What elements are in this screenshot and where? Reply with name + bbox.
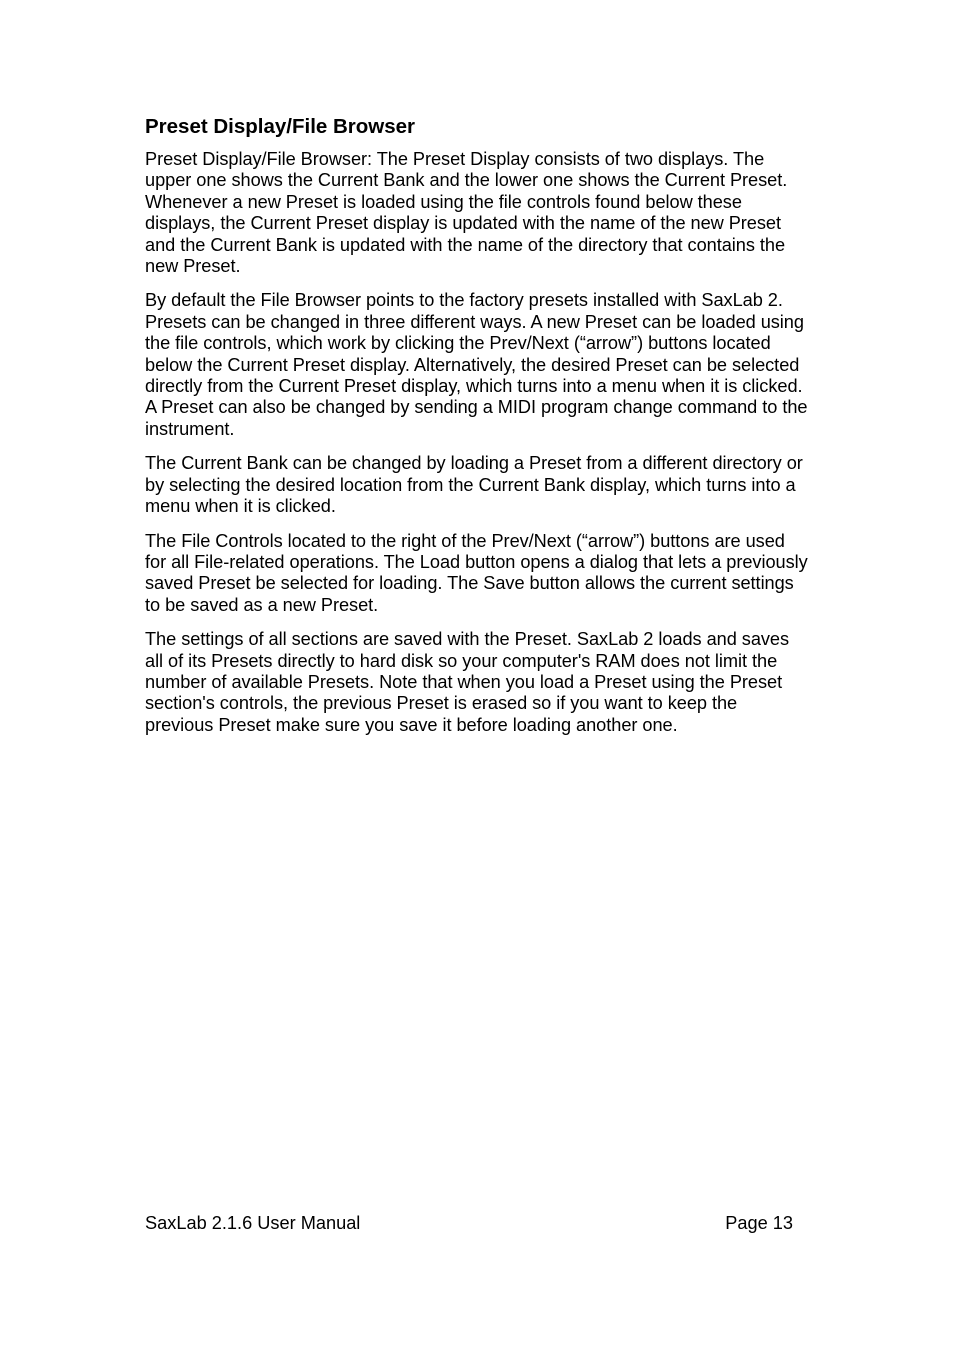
footer-page-number: Page 13 bbox=[725, 1213, 793, 1233]
paragraph-preset-display: Preset Display/File Browser: The Preset Display consists of two displays. The upper one shows the Current Bank and the lower one shows the Current Preset. Whenever a new Preset is loaded using the file controls found below these displays, the Current Preset display is updated with the name of the new Preset and the Current Bank is updated with the name of the directory that contains the new Preset. bbox=[145, 149, 788, 277]
paragraph-file-controls: The File Controls located to the right of the Prev/Next (“arrow”) buttons are used for all File-related operations. The Load button opens a dialog that lets a previously saved Preset be selected for loading. The Save button allows the current settings to be saved as a new Preset. bbox=[145, 530, 808, 615]
footer-document-title: SaxLab 2.1.6 User Manual bbox=[145, 1213, 361, 1233]
main-content bbox=[145, 112, 809, 749]
paragraph-file-browser: By default the File Browser points to the factory presets installed with SaxLab 2. Presets can be changed in three different ways. A new Preset can be loaded using the file controls, which work by clicking the Prev/Next (“arrow”) buttons located below the Current Preset display. Alternatively, the desired Preset can be selected directly from the Current Preset display, which turns into a menu when it is clicked. A Preset can also be changed by sending a MIDI program change command to the instrument. bbox=[145, 290, 808, 439]
paragraph-settings-saved: The settings of all sections are saved with the Preset. SaxLab 2 loads and saves all of its Presets directly to hard disk so your computer's RAM does not limit the number of available Presets. Note that when you load a Preset using the Preset section's controls, the previous Preset is erased so if you want to keep the previous Preset make sure you save it before loading another one. bbox=[145, 629, 790, 735]
section-heading: Preset Display/File Browser bbox=[145, 115, 416, 138]
paragraph-current-bank: The Current Bank can be changed by loading a Preset from a different directory or by selecting the desired location from the Current Bank display, which turns into a menu when it is clicked. bbox=[145, 453, 803, 517]
